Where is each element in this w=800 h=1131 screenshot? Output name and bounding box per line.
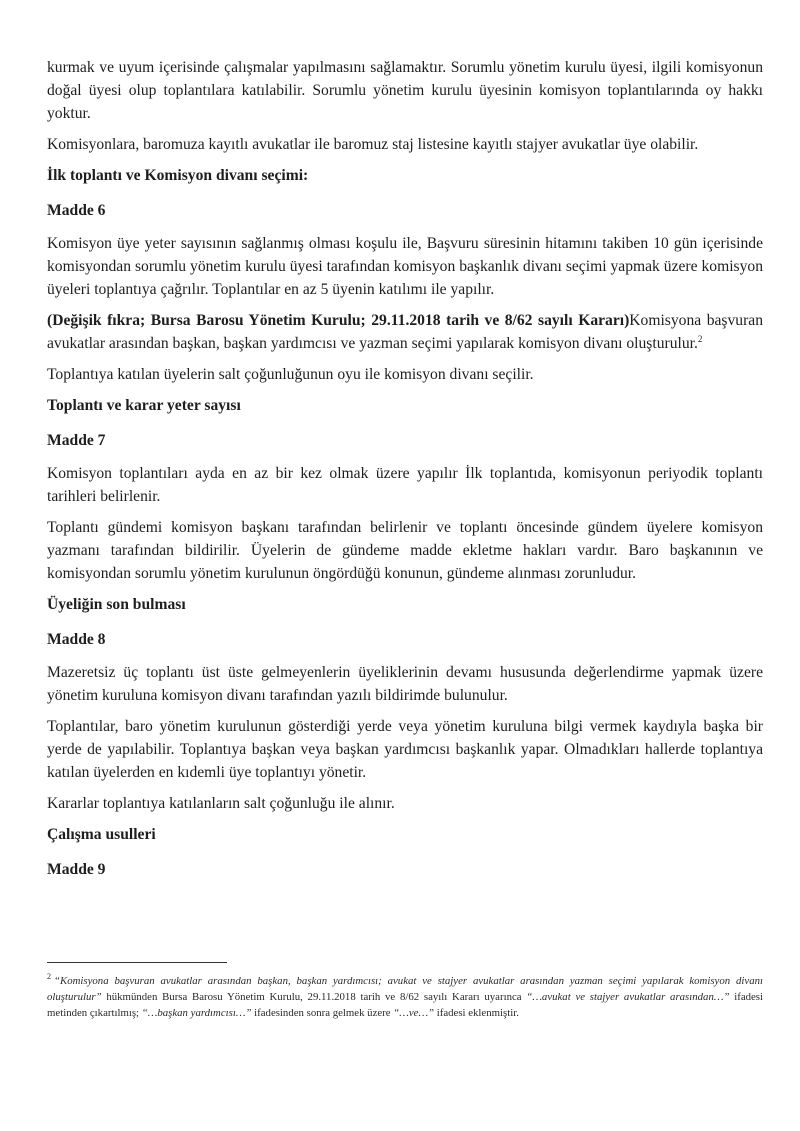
footnote-quote: “…avukat ve stajyer avukatlar arasından…” [526, 991, 730, 1003]
footnote-text: ifadesi metinden çıkartılmış; [47, 991, 764, 1019]
paragraph: Komisyon üye yeter sayısının sağlanmış olması koşulu ile, Başvuru süresinin hitamını takiben 10 gün içerisinde komisyondan sorumlu yönetim kurulu üyesi tarafından komisyon başkanlık divanı seçimi yapmak üzere komisyon üyeleri toplantıya çağrılır. Toplantılar en az 5 üyenin katılımı ile yapılır. [47, 235, 763, 298]
article-number: Madde 9 [47, 861, 106, 878]
footnote-quote: “Komisyona başvuran avukatlar arasından başkan, başkan yardımcısı; avukat ve stajyer avukatlar arasından yazman seçimi yapılarak komisyon divanı oluşturulur” [47, 975, 763, 1003]
footnote-quote: “…başkan yardımcısı…” [141, 1007, 252, 1019]
paragraph-amended [47, 309, 763, 355]
footnote-mark: 2 [47, 972, 51, 982]
section-heading: Üyeliğin son bulması [47, 596, 186, 613]
section-heading: Çalışma usulleri [47, 826, 156, 843]
paragraph: Kararlar toplantıya katılanların salt çoğunluğu ile alınır. [47, 795, 395, 812]
article-number: Madde 6 [47, 202, 106, 219]
paragraph: Mazeretsiz üç toplantı üst üste gelmeyenlerin üyeliklerinin devamı hususunda değerlendirme yapmak üzere yönetim kuruluna komisyon divanı tarafından yazılı bildirimde bulunulur. [47, 664, 763, 704]
document-page [47, 56, 763, 891]
paragraph: Toplantılar, baro yönetim kurulunun gösterdiği yerde veya yönetim kuruluna bilgi vermek kaydıyla başka bir yerde de yapılabilir. Toplantıya başkan veya başkan yardımcısı başkanlık yapar. Olmadıkları hallerde toplantıya katılan üyelerden en kıdemli üye toplantıyı yönetir. [47, 718, 763, 781]
footnote-text: ifadesinden sonra gelmek üzere [251, 1007, 394, 1019]
article-number: Madde 8 [47, 631, 106, 648]
footnote-text: ifadesi eklenmiştir. [434, 1007, 519, 1019]
section-heading: İlk toplantı ve Komisyon divanı seçimi: [47, 167, 309, 184]
paragraph: Toplantıya katılan üyelerin salt çoğunluğunun oyu ile komisyon divanı seçilir. [47, 366, 534, 383]
paragraph-text: Komisyona başvuran avukatlar arasından başkan, başkan yardımcısı ve yazman seçimi yapılarak komisyon divanı oluşturulur. [47, 312, 763, 352]
footnote-quote: “…ve…” [393, 1007, 435, 1019]
footnote [47, 973, 763, 1021]
footnote-text: hükmünden Bursa Barosu Yönetim Kurulu, 29.11.2018 tarih ve 8/62 sayılı Kararı uyarınca [101, 991, 527, 1003]
paragraph: kurmak ve uyum içerisinde çalışmalar yapılmasını sağlamaktır. Sorumlu yönetim kurulu üyesi, ilgili komisyonun doğal üyesi olup toplantılara katılabilir. Sorumlu yönetim kurulu üyesinin komisyon toplantılarında oy hakkı yoktur. [47, 59, 763, 122]
amendment-note: (Değişik fıkra; Bursa Barosu Yönetim Kurulu; 29.11.2018 tarih ve 8/62 sayılı Kararı) [47, 312, 630, 329]
paragraph: Komisyon toplantıları ayda en az bir kez olmak üzere yapılır İlk toplantıda, komisyonun periyodik toplantı tarihleri belirlenir. [47, 465, 763, 505]
paragraph: Komisyonlara, baromuza kayıtlı avukatlar ile baromuz staj listesine kayıtlı stajyer avukatlar üye olabilir. [47, 136, 699, 153]
article-number: Madde 7 [47, 432, 106, 449]
paragraph: Toplantı gündemi komisyon başkanı tarafından belirlenir ve toplantı öncesinde gündem üyelere komisyon yazmanı tarafından bildirilir. Üyelerin de gündeme madde ekletme hakları vardır. Baro başkanının ve komisyondan sorumlu yönetim kurulunun öngördüğü konunun, gündeme alınması zorunludur. [47, 519, 763, 582]
footnote-divider [47, 962, 227, 963]
footnote-reference: 2 [697, 333, 703, 344]
section-heading: Toplantı ve karar yeter sayısı [47, 397, 241, 414]
